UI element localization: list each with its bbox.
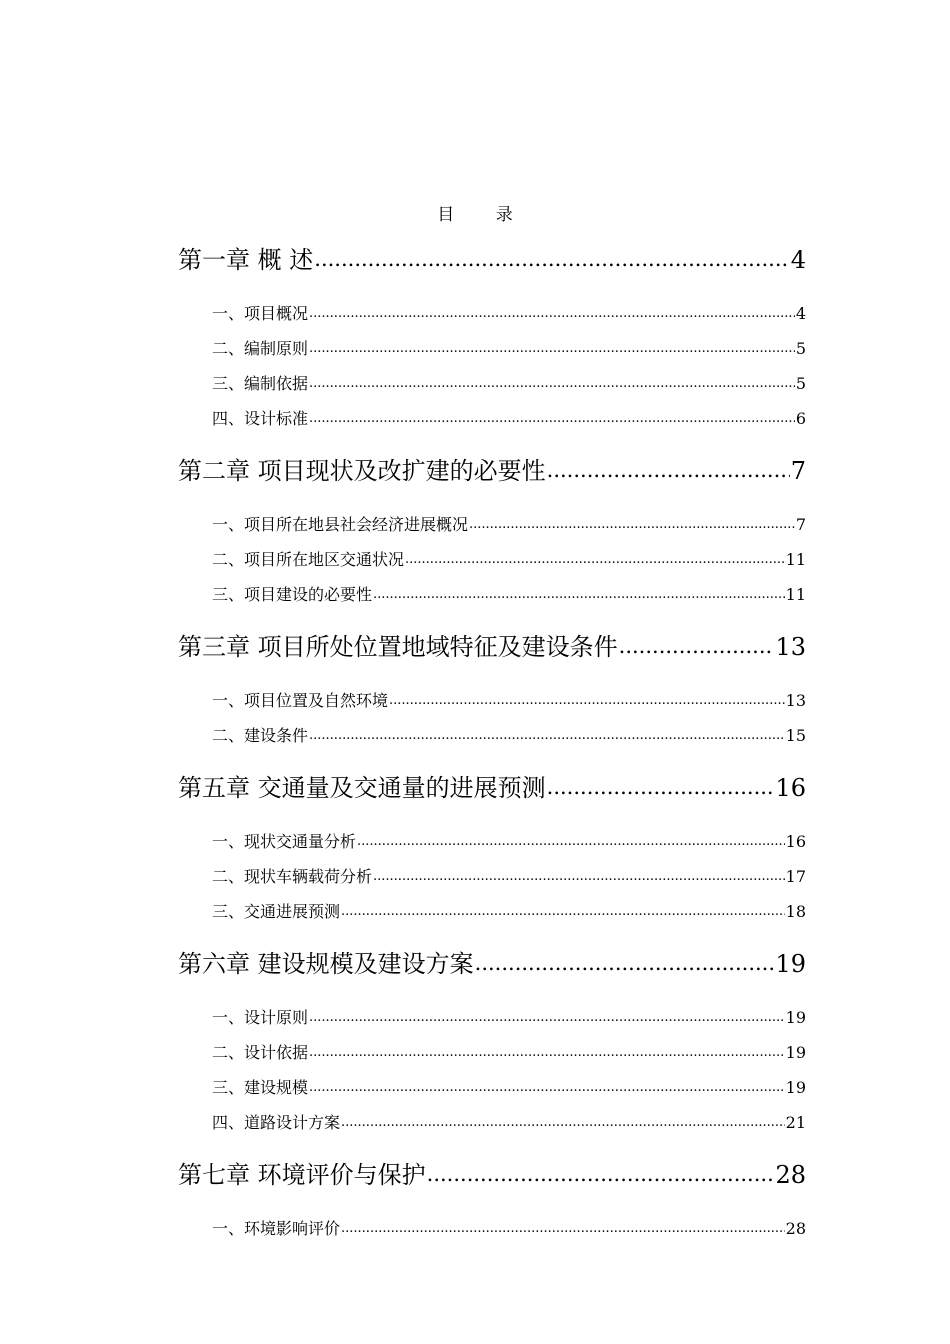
section-title: 一、环境影响评价 [212, 1219, 341, 1238]
toc-section-entry[interactable] [178, 542, 806, 577]
toc-chapter-entry[interactable] [178, 449, 806, 493]
dot-leader [309, 1070, 785, 1105]
toc-section-entry[interactable] [178, 1035, 806, 1070]
dot-leader [475, 941, 775, 985]
section-title: 二、项目所在地区交通状况 [212, 550, 405, 569]
section-page-number: 11 [785, 550, 806, 569]
dot-leader [309, 401, 795, 436]
section-title: 一、项目位置及自然环境 [212, 691, 389, 710]
toc-section-entry[interactable] [178, 1070, 806, 1105]
section-page-number: 28 [785, 1219, 806, 1238]
section-title: 一、现状交通量分析 [212, 832, 357, 851]
dot-leader [619, 624, 775, 668]
dot-leader [341, 1211, 785, 1246]
section-title: 三、交通进展预测 [212, 902, 341, 921]
toc-section-entry[interactable] [178, 296, 806, 331]
toc-chapter-entry[interactable] [178, 1153, 806, 1197]
section-page-number: 18 [785, 902, 806, 921]
chapter-title: 第一章 概 述 [178, 246, 314, 274]
toc-section-entry[interactable] [178, 331, 806, 366]
chapter-page-number: 4 [790, 246, 806, 274]
dot-leader [314, 237, 789, 281]
toc-chapter-entry[interactable] [178, 766, 806, 810]
section-page-number: 19 [785, 1078, 806, 1097]
section-page-number: 5 [795, 339, 806, 358]
section-page-number: 15 [785, 726, 806, 745]
toc-section-entry[interactable] [178, 366, 806, 401]
section-title: 二、编制原则 [212, 339, 309, 358]
chapter-page-number: 16 [775, 774, 806, 802]
section-title: 三、项目建设的必要性 [212, 585, 373, 604]
chapter-title: 第二章 项目现状及改扩建的必要性 [178, 457, 546, 485]
dot-leader [309, 718, 785, 753]
toc-section-entry[interactable] [178, 859, 806, 894]
toc-section-entry[interactable] [178, 683, 806, 718]
dot-leader [309, 1035, 785, 1070]
section-title: 二、现状车辆载荷分析 [212, 867, 373, 886]
section-page-number: 21 [785, 1113, 806, 1132]
table-of-contents [178, 238, 806, 1259]
section-title: 二、建设条件 [212, 726, 309, 745]
toc-title: 目 录 [437, 205, 531, 225]
dot-leader [309, 296, 795, 331]
toc-section-entry[interactable] [178, 1211, 806, 1246]
chapter-title: 第三章 项目所处位置地域特征及建设条件 [178, 633, 618, 661]
toc-section-entry[interactable] [178, 1000, 806, 1035]
section-title: 四、设计标准 [212, 409, 309, 428]
dot-leader [309, 366, 795, 401]
chapter-page-number: 7 [790, 457, 806, 485]
section-page-number: 11 [785, 585, 806, 604]
toc-section-entry[interactable] [178, 577, 806, 612]
dot-leader [341, 894, 785, 929]
toc-chapter-entry[interactable] [178, 942, 806, 986]
dot-leader [469, 507, 795, 542]
dot-leader [357, 824, 785, 859]
section-page-number: 13 [785, 691, 806, 710]
dot-leader [405, 542, 785, 577]
dot-leader [309, 331, 795, 366]
section-title: 一、项目概况 [212, 304, 309, 323]
dot-leader [547, 448, 790, 492]
section-page-number: 16 [785, 832, 806, 851]
chapter-title: 第五章 交通量及交通量的进展预测 [178, 774, 546, 802]
section-page-number: 17 [785, 867, 806, 886]
toc-section-entry[interactable] [178, 401, 806, 436]
chapter-page-number: 19 [775, 950, 806, 978]
dot-leader [547, 765, 775, 809]
section-page-number: 19 [785, 1043, 806, 1062]
section-title: 四、道路设计方案 [212, 1113, 341, 1132]
toc-section-entry[interactable] [178, 824, 806, 859]
section-page-number: 5 [795, 374, 806, 393]
dot-leader [341, 1105, 785, 1140]
toc-section-entry[interactable] [178, 1105, 806, 1140]
dot-leader [373, 577, 785, 612]
section-title: 二、设计依据 [212, 1043, 309, 1062]
chapter-page-number: 13 [775, 633, 806, 661]
section-title: 一、项目所在地县社会经济进展概况 [212, 515, 469, 534]
section-page-number: 7 [795, 515, 806, 534]
section-page-number: 6 [795, 409, 806, 428]
toc-section-entry[interactable] [178, 894, 806, 929]
dot-leader [427, 1152, 775, 1196]
section-page-number: 4 [795, 304, 806, 323]
toc-chapter-entry[interactable] [178, 625, 806, 669]
chapter-page-number: 28 [775, 1161, 806, 1189]
section-title: 三、编制依据 [212, 374, 309, 393]
section-title: 三、建设规模 [212, 1078, 309, 1097]
toc-chapter-entry[interactable] [178, 238, 806, 282]
section-title: 一、设计原则 [212, 1008, 309, 1027]
chapter-title: 第六章 建设规模及建设方案 [178, 950, 474, 978]
toc-section-entry[interactable] [178, 507, 806, 542]
dot-leader [309, 1000, 785, 1035]
dot-leader [389, 683, 785, 718]
toc-section-entry[interactable] [178, 718, 806, 753]
chapter-title: 第七章 环境评价与保护 [178, 1161, 426, 1189]
section-page-number: 19 [785, 1008, 806, 1027]
dot-leader [373, 859, 785, 894]
